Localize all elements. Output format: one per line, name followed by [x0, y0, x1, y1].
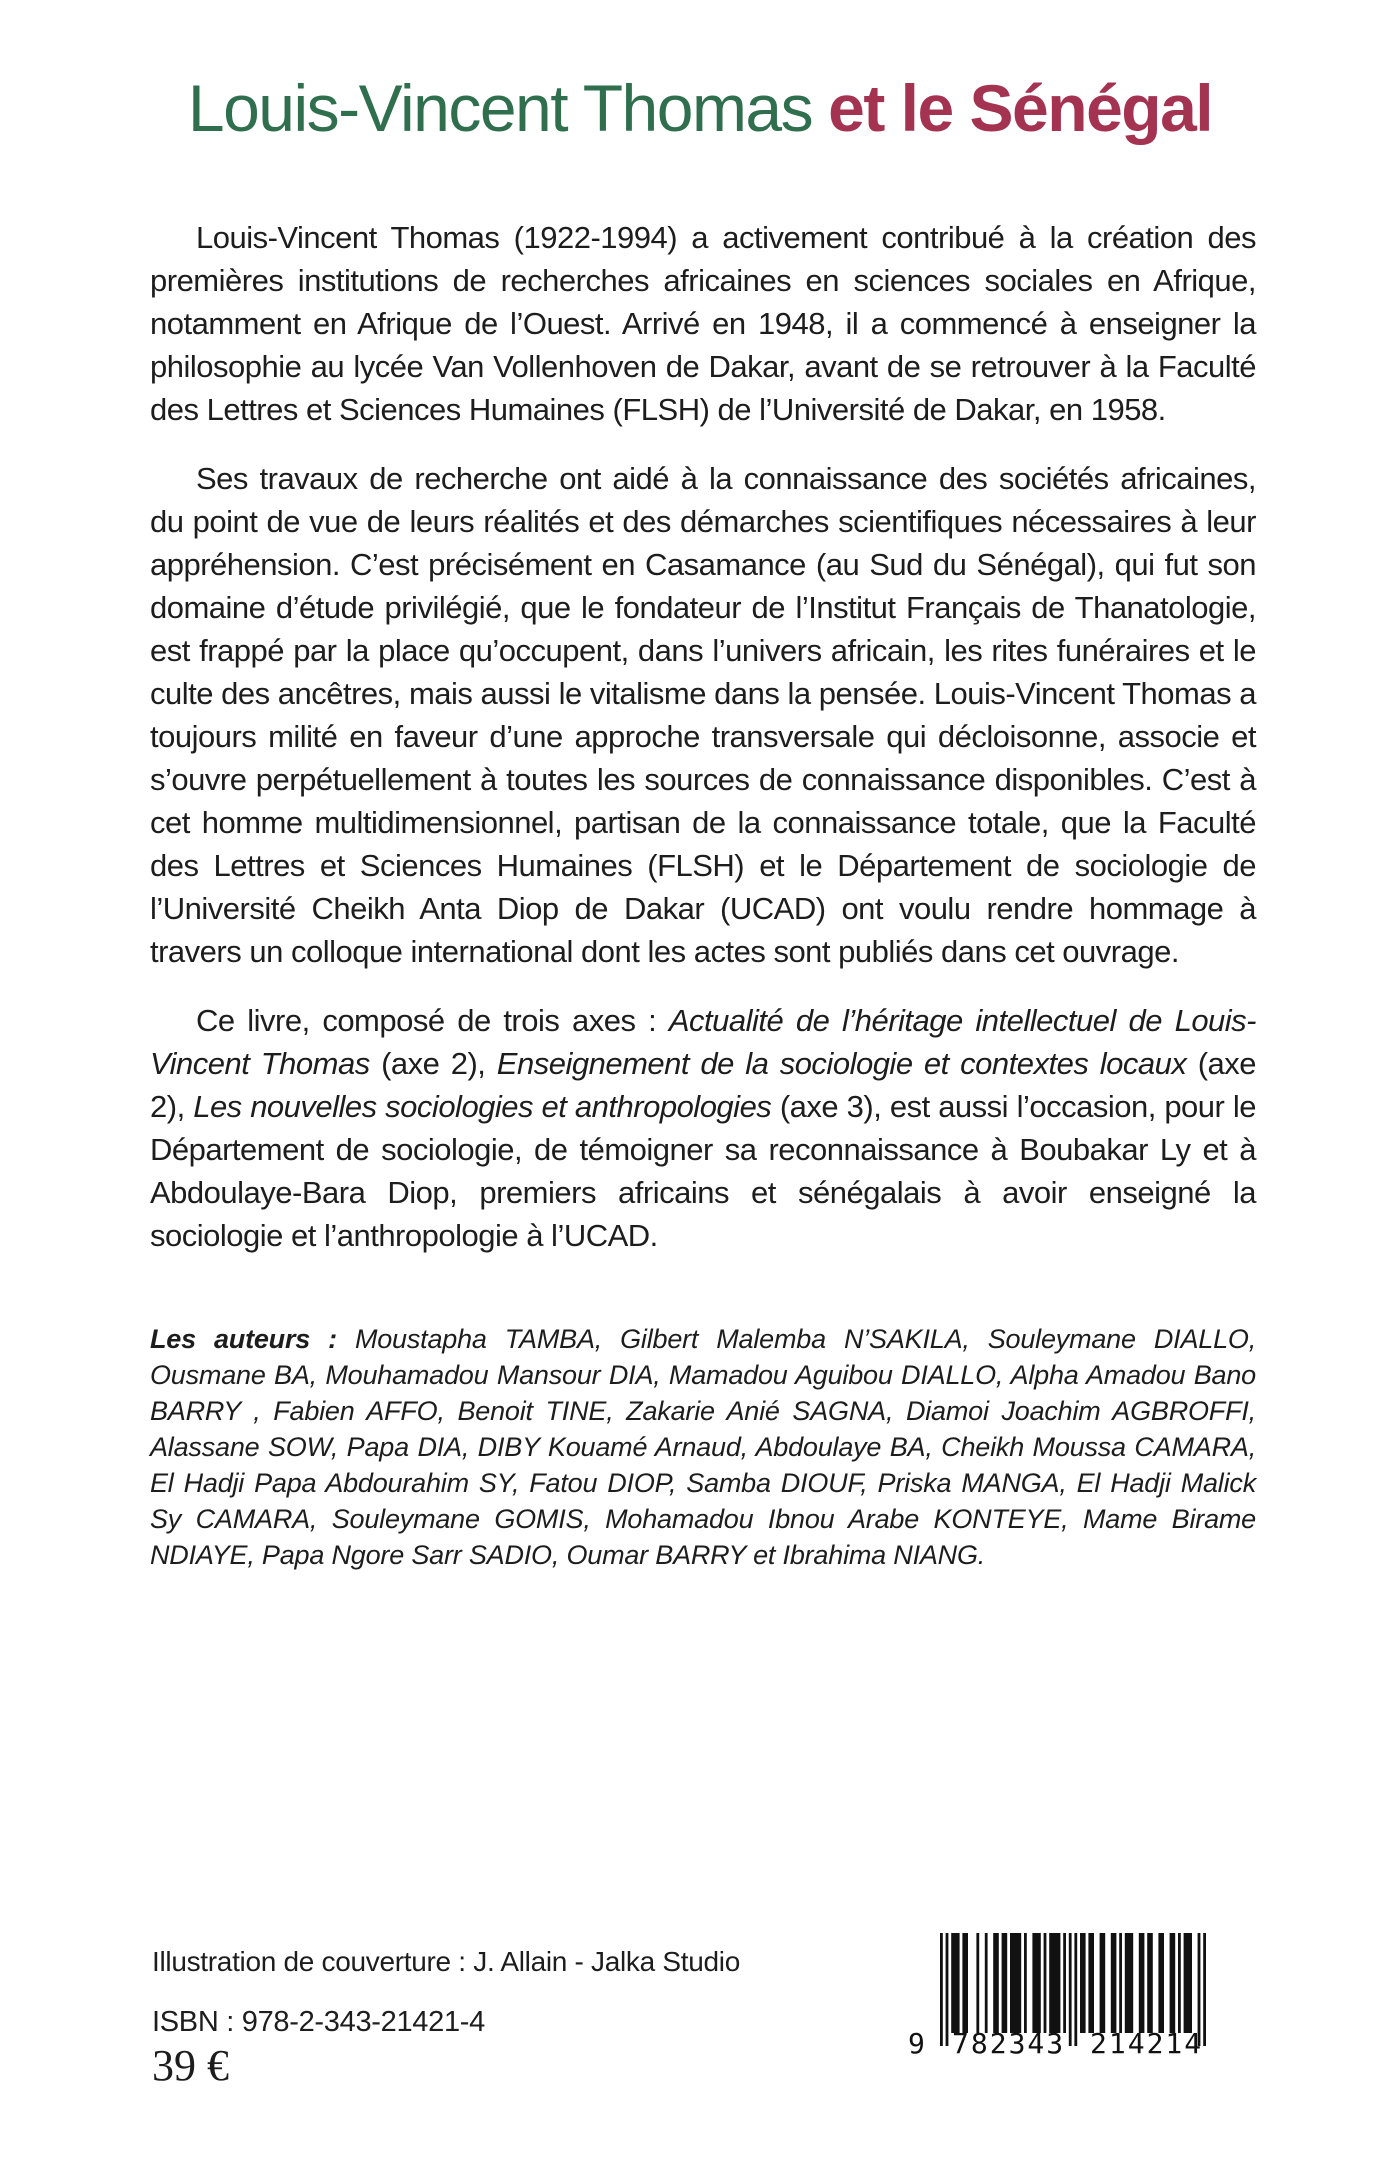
- paragraph-biography: Louis-Vincent Thomas (1922-1994) a activement contribué à la création des premières institutions de recherches africaines en sciences sociales en Afrique, notamment en Afrique de l’Ouest. Arrivé en 1948, il a commencé à enseigner la philosophie au lycée Van Vollenhoven de Dakar, avant de se retrouver à la Faculté des Lettres et Sciences Humaines (FLSH) de l’Université de Dakar, en 1958.: [150, 220, 1256, 427]
- isbn-text: ISBN : 978-2-343-21421-4: [152, 2006, 485, 2038]
- paragraph-book-axes: Ce livre, composé de trois axes : Actualité de l’héritage intellectuel de Louis-Vincent Thomas (axe 2), Enseignement de la sociologie et contextes locaux (axe 2), Les nouvelles sociologies et anthropologies (axe 3), est aussi l’occasion, pour le Département de sociologie, de témoigner sa reconnaissance à Boubakar Ly et à Abdoulaye-Bara Diop, premiers africains et sénégalais à avoir enseigné la sociologie et l’anthropologie à l’UCAD.: [150, 1003, 1257, 1253]
- authors-label: Les auteurs :: [150, 1324, 355, 1354]
- back-cover-text: [150, 216, 1256, 1599]
- book-title: [0, 70, 1400, 146]
- barcode-digits-right: 214214: [1090, 2027, 1204, 2060]
- authors-names: Moustapha TAMBA, Gilbert Malemba N’SAKILA, Souleymane DIALLO, Ousmane BA, Mouhamadou Mansour DIA, Mamadou Aguibou DIALLO, Alpha Amadou Bano BARRY , Fabien AFFO, Benoit TINE, Zakarie Anié SAGNA, Diamoi Joachim AGBROFFI, Alassane SOW, Papa DIA, DIBY Kouamé Arnaud, Abdoulaye BA, Cheikh Moussa CAMARA, El Hadji Papa Abdourahim SY, Fatou DIOP, Samba DIOUF, Priska MANGA, El Hadji Malick Sy CAMARA, Souleymane GOMIS, Mohamadou Ibnou Arabe KONTEYE, Mame Birame NDIAYE, Papa Ngore Sarr SADIO, Oumar BARRY et Ibrahima NIANG.: [150, 1324, 1256, 1570]
- book-title-part-red: et le Sénégal: [828, 71, 1213, 145]
- barcode-digit-first: 9: [908, 2027, 927, 2060]
- barcode-digits-left: 782343: [952, 2027, 1066, 2060]
- paragraph-research: Ses travaux de recherche ont aidé à la connaissance des sociétés africaines, du point de vue de leurs réalités et des démarches scientifiques nécessaires à leur appréhension. C’est précisément en Casamance (au Sud du Sénégal), qui fut son domaine d’étude privilégié, que le fondateur de l’Institut Français de Thanatologie, est frappé par la place qu’occupent, dans l’univers africain, les rites funéraires et le culte des ancêtres, mais aussi le vitalisme dans la pensée. Louis-Vincent Thomas a toujours milité en faveur d’une approche transversale qui décloisonne, associe et s’ouvre perpétuellement à toutes les sources de connaissance disponibles. C’est à cet homme multidimensionnel, partisan de la connaissance totale, que la Faculté des Lettres et Sciences Humaines (FLSH) et le Département de sociologie de l’Université Cheikh Anta Diop de Dakar (UCAD) ont voulu rendre hommage à travers un colloque international dont les actes sont publiés dans cet ouvrage.: [150, 461, 1256, 969]
- barcode: [900, 1933, 1220, 2073]
- authors-paragraph: [150, 1321, 1256, 1573]
- illustration-credit: Illustration de couverture : J. Allain - Jalka Studio: [152, 1946, 740, 1977]
- price-text: 39 €: [152, 2041, 229, 2090]
- book-title-part-green: Louis-Vincent Thomas: [187, 71, 813, 145]
